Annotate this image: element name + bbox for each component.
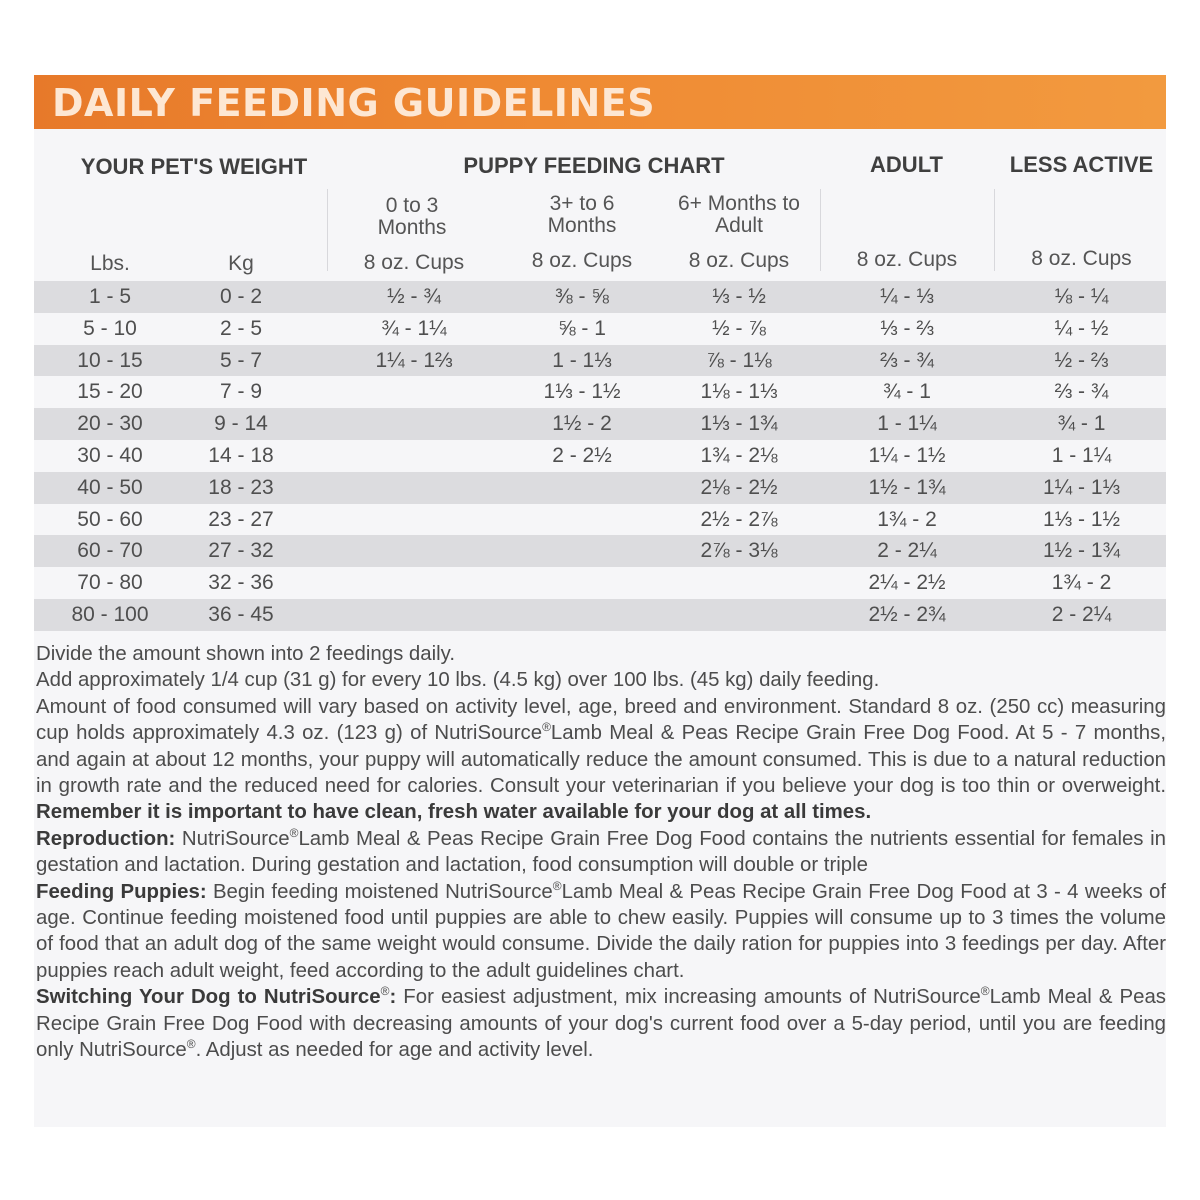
feeding-guidelines-panel <box>34 75 1166 1127</box>
cell-lbs: 60 - 70 <box>77 539 143 563</box>
cell-kg: 2 - 5 <box>219 316 263 340</box>
cell-adult: ¼ - ⅓ <box>880 285 934 308</box>
note-divide-feedings: Divide the amount shown into 2 feedings daily. <box>36 643 456 665</box>
feeding-puppies-label: Feeding Puppies: <box>36 880 207 903</box>
cell-less-active: 1¼ - 1⅓ <box>1042 475 1121 499</box>
cell-puppy-0-3 <box>334 376 494 408</box>
cell-puppy-0-3 <box>334 408 494 440</box>
header-puppy-chart: PUPPY FEEDING CHART <box>463 153 725 178</box>
cell-puppy-6-adult <box>654 567 824 599</box>
cell-puppy-0-3 <box>334 440 494 472</box>
feeding-table <box>34 147 1166 701</box>
table-row <box>34 408 1166 440</box>
cell-puppy-6-adult: 2⅛ - 2½ <box>700 475 778 499</box>
column-divider <box>327 189 328 271</box>
note-text: Amount of food consumed will vary based on activity level, age, breed and environment. Standard 8 oz. (250 cc) measuring cup holds approximately 4.3 oz. (123 g) of NutriSource <box>36 695 1166 745</box>
registered-mark: ® <box>552 878 562 893</box>
cell-adult: 2 - 2¼ <box>877 539 937 563</box>
note-text: . Adjust as needed for age and activity level. <box>195 1039 594 1062</box>
cell-puppy-0-3: ¾ - 1¼ <box>381 316 447 340</box>
registered-mark: ® <box>380 984 390 999</box>
registered-mark: ® <box>289 826 299 841</box>
cell-adult: 1½ - 1¾ <box>868 475 946 499</box>
note-reproduction <box>36 826 1166 879</box>
table-body <box>34 281 1166 631</box>
cell-kg: 7 - 9 <box>219 380 263 404</box>
cell-adult: ⅔ - ¾ <box>880 348 934 372</box>
table-row <box>34 376 1166 408</box>
cell-kg: 27 - 32 <box>208 539 274 563</box>
cell-less-active: ⅛ - ¼ <box>1054 285 1109 308</box>
cell-adult: 2½ - 2¾ <box>868 602 946 626</box>
unit-cups-puppy-0-3: 8 oz. Cups <box>363 251 465 274</box>
cell-puppy-6-adult: 1⅛ - 1⅓ <box>700 380 778 404</box>
cell-lbs: 5 - 10 <box>83 316 137 340</box>
cell-less-active: ¼ - ½ <box>1054 316 1109 340</box>
unit-lbs: Lbs. <box>90 252 130 275</box>
cell-lbs: 30 - 40 <box>77 443 143 467</box>
cell-kg: 5 - 7 <box>219 348 263 372</box>
cell-less-active: 2 - 2¼ <box>1051 602 1112 626</box>
cell-puppy-0-3 <box>334 472 494 504</box>
puppy-age-6-adult: 6+ Months to Adult <box>678 192 800 237</box>
feeding-notes <box>36 641 1166 1064</box>
cell-puppy-3-6 <box>502 472 662 504</box>
cell-kg: 36 - 45 <box>208 602 274 626</box>
cell-puppy-6-adult <box>654 599 824 631</box>
cell-puppy-3-6 <box>502 535 662 567</box>
table-row <box>34 345 1166 377</box>
table-row <box>34 440 1166 472</box>
page-title: DAILY FEEDING GUIDELINES <box>52 81 656 125</box>
table-row <box>34 313 1166 345</box>
cell-puppy-6-adult: 2½ - 2⅞ <box>700 507 778 531</box>
cell-puppy-3-6: ⅜ - ⅝ <box>555 285 609 308</box>
cell-puppy-6-adult: 1⅓ - 1¾ <box>700 412 778 436</box>
note-switching <box>36 984 1166 1063</box>
cell-less-active: ⅔ - ¾ <box>1054 380 1109 404</box>
table-row <box>34 504 1166 536</box>
table-row <box>34 281 1166 313</box>
puppy-age-3-6: 3+ to 6 Months <box>547 192 617 237</box>
puppy-age-0-3: 0 to 3 Months <box>377 194 447 239</box>
table-row <box>34 567 1166 599</box>
cell-lbs: 40 - 50 <box>77 475 143 499</box>
header-weight: YOUR PET'S WEIGHT <box>80 154 308 179</box>
cell-adult: ¾ - 1 <box>883 380 931 404</box>
cell-adult: ⅓ - ⅔ <box>880 316 934 340</box>
cell-kg: 18 - 23 <box>208 475 274 499</box>
cell-lbs: 20 - 30 <box>77 412 143 436</box>
registered-mark: ® <box>542 720 551 735</box>
note-text: Lamb Meal & Peas Recipe Grain Free Dog Food with decreasing amounts of your dog's current food over a 5-day period, until you are feeding only NutriSource <box>36 986 1166 1062</box>
header-less-active: LESS ACTIVE <box>1009 152 1154 177</box>
cell-adult: 1¾ - 2 <box>877 507 937 531</box>
note-text: Lamb Meal & Peas Recipe Grain Free Dog Food. At 5 - 7 months, and again at about 12 months, your puppy will automatically reduce the amount consumed. This is due to a natural reduction in growth rate and the reduced need for calories. Consult your veterinarian if you believe your dog is too thin or overweight. <box>36 722 1166 798</box>
cell-lbs: 80 - 100 <box>71 602 149 626</box>
cell-lbs: 50 - 60 <box>77 507 143 531</box>
cell-kg: 9 - 14 <box>214 412 268 436</box>
cell-lbs: 1 - 5 <box>88 285 132 308</box>
cell-puppy-6-adult: ⅓ - ½ <box>712 285 766 308</box>
note-amount-consumed <box>36 694 1166 826</box>
cell-lbs: 15 - 20 <box>77 380 143 404</box>
cell-puppy-3-6: 1 - 1⅓ <box>552 348 612 372</box>
cell-adult: 2¼ - 2½ <box>868 571 946 595</box>
cell-puppy-3-6: ⅝ - 1 <box>558 316 606 340</box>
table-row <box>34 472 1166 504</box>
cell-less-active: 1¾ - 2 <box>1051 571 1112 595</box>
unit-cups-adult: 8 oz. Cups <box>856 248 958 271</box>
cell-puppy-3-6: 2 - 2½ <box>552 443 612 467</box>
cell-puppy-6-adult: ⅞ - 1⅛ <box>706 348 772 372</box>
unit-kg: Kg <box>228 252 254 275</box>
unit-cups-puppy-3-6: 8 oz. Cups <box>531 249 633 272</box>
cell-puppy-0-3 <box>334 567 494 599</box>
cell-adult: 1¼ - 1½ <box>868 443 946 467</box>
cell-puppy-3-6: 1⅓ - 1½ <box>543 380 621 404</box>
cell-lbs: 10 - 15 <box>77 348 143 372</box>
reproduction-label: Reproduction: <box>36 827 176 850</box>
cell-puppy-3-6 <box>502 599 662 631</box>
registered-mark: ® <box>186 1037 196 1052</box>
cell-puppy-0-3 <box>334 599 494 631</box>
cell-kg: 0 - 2 <box>219 285 263 308</box>
cell-kg: 23 - 27 <box>208 507 274 531</box>
cell-puppy-6-adult: ½ - ⅞ <box>712 316 766 340</box>
note-text: For easiest adjustment, mix increasing amounts of NutriSource <box>396 986 981 1009</box>
cell-kg: 32 - 36 <box>208 571 274 595</box>
switching-label: Switching Your Dog to NutriSource <box>36 986 381 1009</box>
table-row <box>34 535 1166 567</box>
cell-lbs: 70 - 80 <box>77 571 143 595</box>
cell-less-active: ½ - ⅔ <box>1054 348 1109 372</box>
header-adult: ADULT <box>870 152 943 177</box>
cell-puppy-3-6: 1½ - 2 <box>552 412 612 436</box>
switching-colon: : <box>389 986 397 1009</box>
note-text: Begin feeding moistened NutriSource <box>206 880 553 903</box>
note-over-100-lbs: Add approximately 1/4 cup (31 g) for every 10 lbs. (4.5 kg) over 100 lbs. (45 kg) daily feeding. <box>36 669 880 692</box>
title-banner <box>34 75 1166 129</box>
cell-less-active: 1½ - 1¾ <box>1042 539 1121 563</box>
cell-puppy-3-6 <box>502 567 662 599</box>
cell-puppy-6-adult: 2⅞ - 3⅛ <box>700 539 778 563</box>
note-text: Lamb Meal & Peas Recipe Grain Free Dog Food at 3 - 4 weeks of age. Continue feeding moistened food until puppies are able to chew easily. Puppies will consume up to 3 times the volume of food that an adult dog of the same weight would consume. Divide the daily ration for puppies into 3 feedings per day. After puppies reach adult weight, feed according to the adult guidelines chart. <box>36 880 1166 982</box>
cell-puppy-0-3 <box>334 535 494 567</box>
cell-puppy-0-3: 1¼ - 1⅔ <box>375 348 453 372</box>
cell-adult: 1 - 1¼ <box>877 412 937 436</box>
cell-less-active: 1 - 1¼ <box>1051 443 1112 467</box>
unit-cups-less-active: 8 oz. Cups <box>1031 247 1132 270</box>
note-feeding-puppies <box>36 879 1166 985</box>
cell-less-active: 1⅓ - 1½ <box>1042 507 1121 531</box>
cell-kg: 14 - 18 <box>208 443 274 467</box>
column-divider <box>994 189 995 271</box>
cell-puppy-3-6 <box>502 504 662 536</box>
cell-puppy-6-adult: 1¾ - 2⅛ <box>700 443 778 467</box>
note-text: NutriSource <box>175 827 290 850</box>
cell-less-active: ¾ - 1 <box>1057 412 1106 436</box>
registered-mark: ® <box>980 984 990 999</box>
unit-cups-puppy-6-adult: 8 oz. Cups <box>688 249 790 272</box>
table-row <box>34 599 1166 631</box>
cell-puppy-0-3 <box>334 504 494 536</box>
cell-puppy-0-3: ½ - ¾ <box>387 285 441 308</box>
water-reminder: Remember it is important to have clean, fresh water available for your dog at all times. <box>36 801 872 824</box>
note-text: Lamb Meal & Peas Recipe Grain Free Dog Food contains the nutrients essential for females in gestation and lactation. During gestation and lactation, food consumption will double or triple <box>36 827 1166 877</box>
